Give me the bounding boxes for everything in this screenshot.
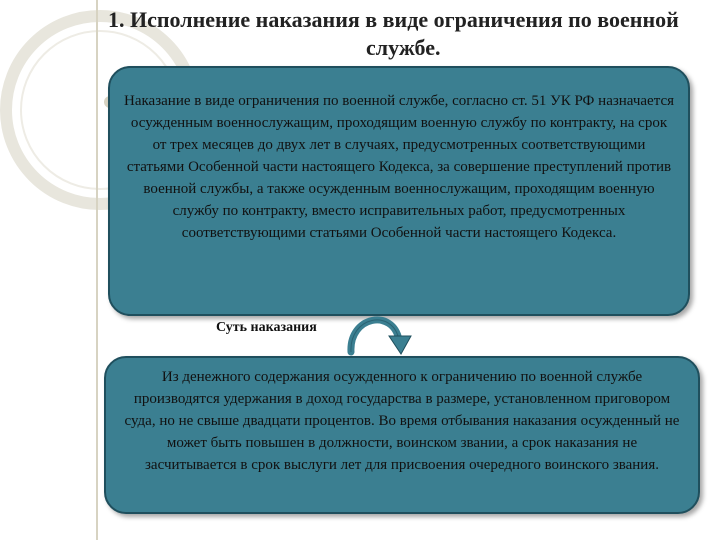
slide-title-line-2: службе. — [366, 35, 441, 60]
curved-arrow-icon — [345, 310, 415, 356]
definition-box — [108, 66, 690, 316]
slide-title-line-1: 1. Исполнение наказания в виде ограничения по военной — [108, 7, 679, 32]
definition-text: Наказание в виде ограничения по военной службе, согласно ст. 51 УК РФ назначается осужденным военнослужащим, проходящим военную службу по контракту, на срок от трех месяцев до двух лет в случаях, предусмотренных соответствующими статьями Особенной части настоящего Кодекса, за совершение преступлений против военной службы, а также осужденным военнослужащим, проходящим военную службу по контракту, вместо исправительных работ, предусмотренных соответствующими статьями Особенной части настоящего Кодекса. — [124, 93, 675, 241]
essence-box — [104, 356, 700, 514]
essence-text: Из денежного содержания осужденного к ограничению по военной службе производятся удержания в доход государства в размере, установленном приговором суда, но не свыше двадцати процентов. Во время отбывания наказания осужденный не может быть повышен в должности, воинском звании, а срок наказания не засчитывается в срок выслуги лет для присвоения очередного воинского звания. — [124, 369, 680, 473]
decorative-vertical-line — [96, 0, 98, 540]
connector-label: Суть наказания — [216, 320, 317, 335]
slide-title — [108, 6, 720, 62]
